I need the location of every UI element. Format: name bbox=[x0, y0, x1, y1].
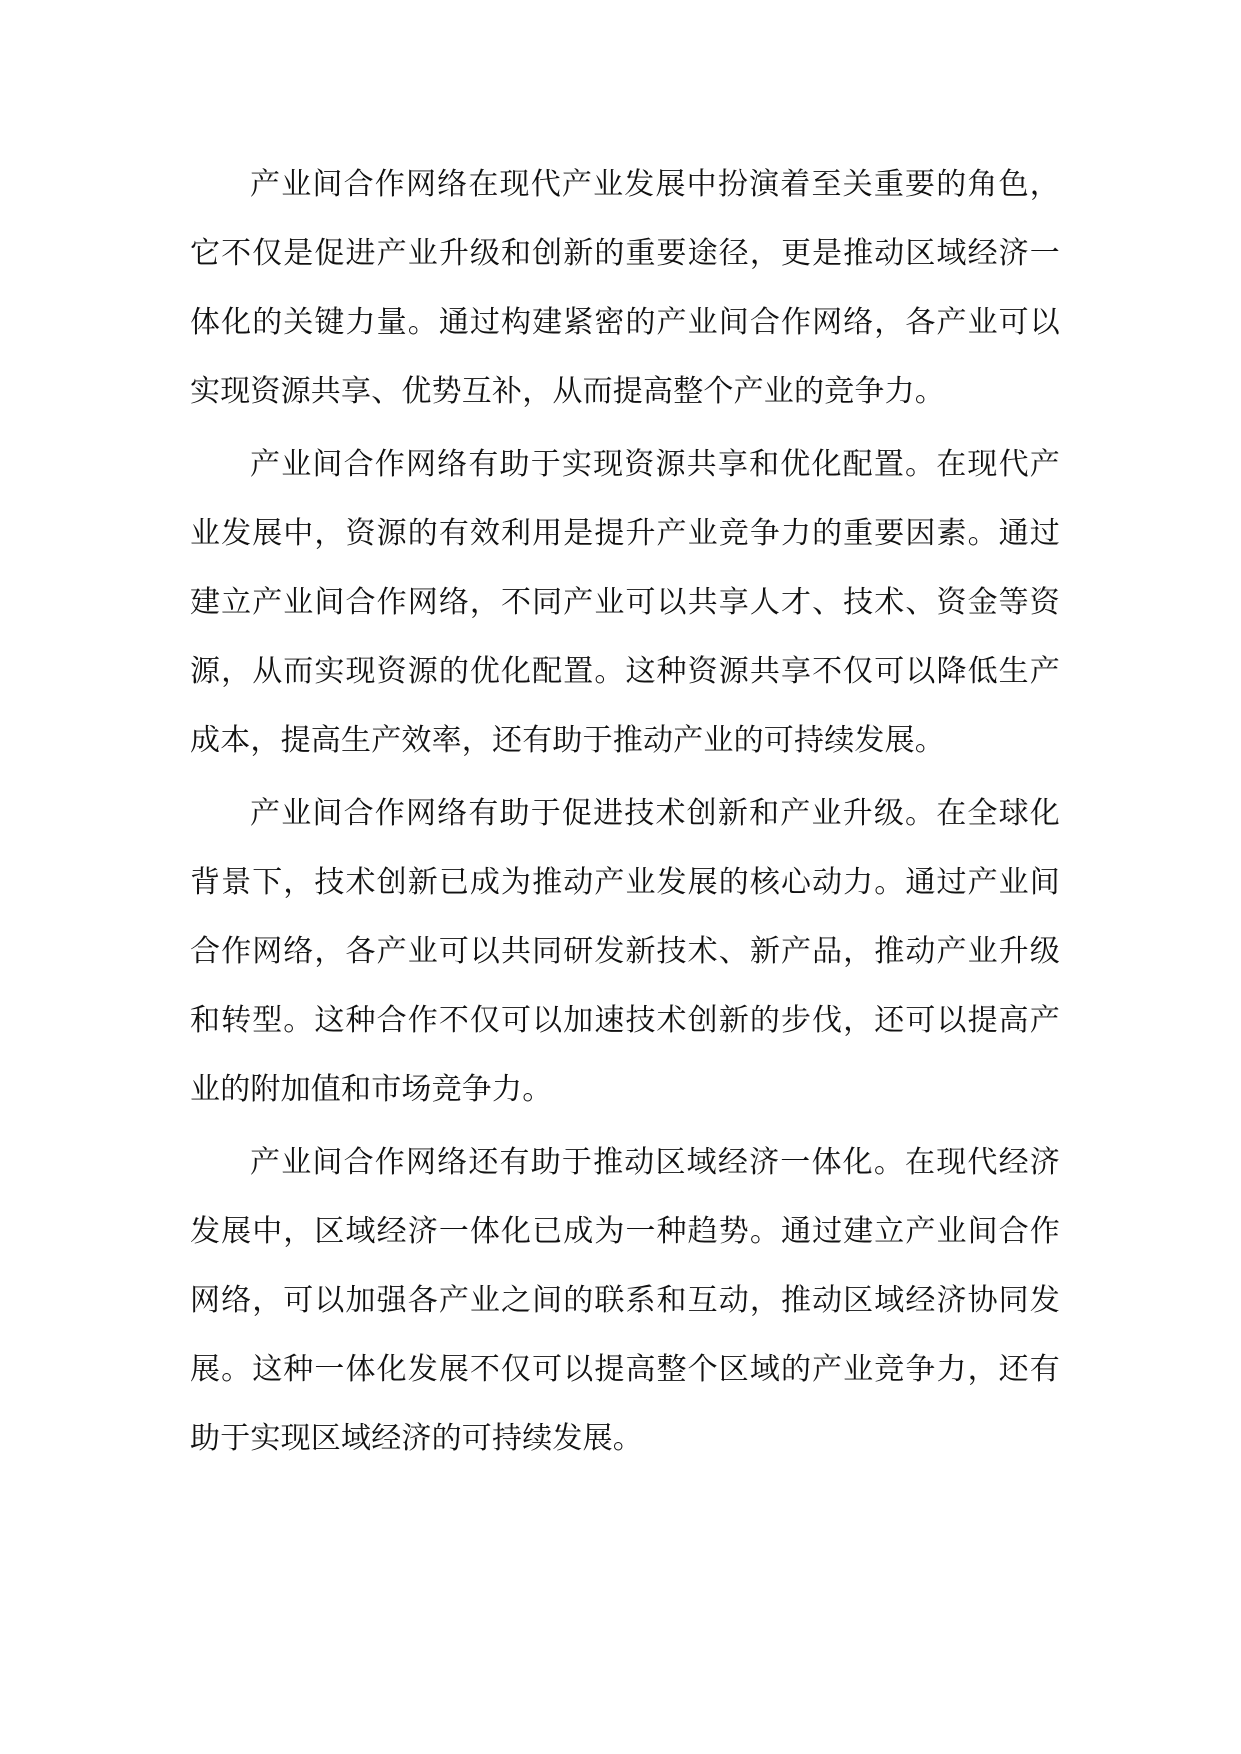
document-page bbox=[190, 150, 1060, 1477]
paragraph-resource-sharing: 产业间合作网络有助于实现资源共享和优化配置。在现代产业发展中，资源的有效利用是提升产业竞争力的重要因素。通过建立产业间合作网络，不同产业可以共享人才、技术、资金等资源，从而实现资源的优化配置。这种资源共享不仅可以降低生产成本，提高生产效率，还有助于推动产业的可持续发展。 bbox=[190, 447, 1060, 758]
paragraph-intro: 产业间合作网络在现代产业发展中扮演着至关重要的角色，它不仅是促进产业升级和创新的重要途径，更是推动区域经济一体化的关键力量。通过构建紧密的产业间合作网络，各产业可以实现资源共享、优势互补，从而提高整个产业的竞争力。 bbox=[190, 167, 1060, 409]
paragraph-regional-integration: 产业间合作网络还有助于推动区域经济一体化。在现代经济发展中，区域经济一体化已成为一种趋势。通过建立产业间合作网络，可以加强各产业之间的联系和互动，推动区域经济协同发展。这种一体化发展不仅可以提高整个区域的产业竞争力，还有助于实现区域经济的可持续发展。 bbox=[190, 1145, 1060, 1456]
paragraph-tech-innovation: 产业间合作网络有助于促进技术创新和产业升级。在全球化背景下，技术创新已成为推动产业发展的核心动力。通过产业间合作网络，各产业可以共同研发新技术、新产品，推动产业升级和转型。这种合作不仅可以加速技术创新的步伐，还可以提高产业的附加值和市场竞争力。 bbox=[190, 796, 1060, 1107]
